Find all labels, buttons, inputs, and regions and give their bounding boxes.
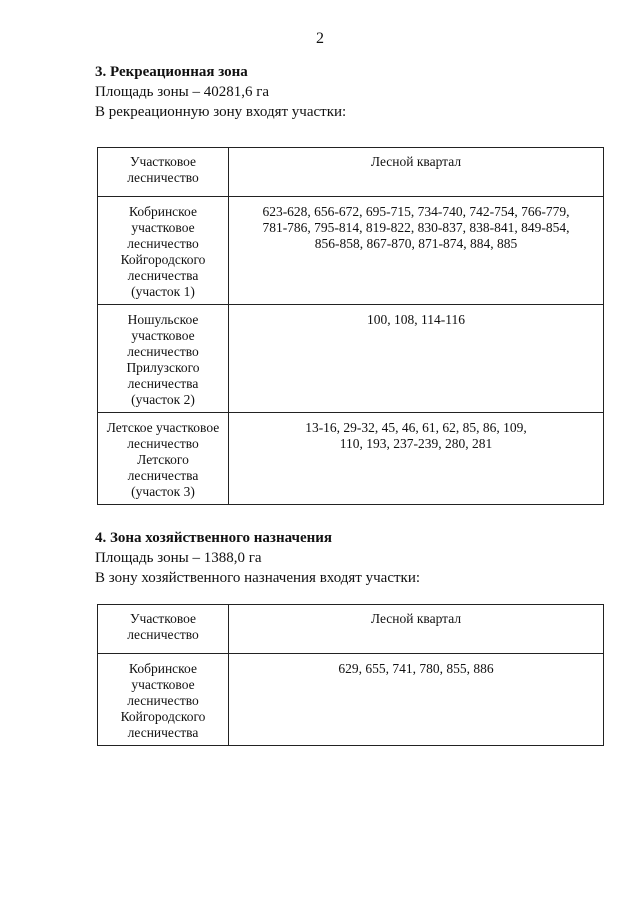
header-forestry: [98, 605, 229, 654]
forestry-line: Койгородского: [120, 252, 206, 267]
quarter-cell: [229, 197, 604, 305]
table-row: [98, 305, 604, 413]
section-economic-zone: [95, 528, 605, 588]
quarter-line: 856-858, 867-870, 871-874, 884, 885: [314, 236, 518, 251]
zone-area: Площадь зоны – 1388,0 га: [95, 550, 262, 566]
forestry-line: (участок 3): [131, 484, 195, 499]
zone-area: Площадь зоны – 40281,6 га: [95, 84, 270, 100]
quarter-line: 623-628, 656-672, 695-715, 734-740, 742-754, 766-779,: [262, 204, 570, 219]
quarter-line: 781-786, 795-814, 819-822, 830-837, 838-841, 849-854,: [262, 220, 570, 235]
table-row: [98, 413, 604, 505]
forestry-cell: [98, 654, 229, 746]
forestry-line: лесничество: [127, 693, 199, 708]
forestry-cell: [98, 197, 229, 305]
section-intro: В зону хозяйственного назначения входят участки:: [95, 570, 421, 586]
forestry-line: участковое: [131, 220, 195, 235]
header-quarter: Лесной квартал: [229, 605, 604, 654]
quarter-line: 13-16, 29-32, 45, 46, 61, 62, 85, 86, 109,: [305, 420, 527, 435]
forestry-line: Ношульское: [127, 312, 199, 327]
table-row: [98, 197, 604, 305]
economic-zone-table: [97, 604, 604, 746]
section-intro: В рекреационную зону входят участки:: [95, 104, 347, 120]
forestry-line: лесничество: [127, 344, 199, 359]
table-header-row: [98, 148, 604, 197]
quarter-cell: [229, 305, 604, 413]
forestry-line: (участок 1): [131, 284, 195, 299]
forestry-line: (участок 2): [131, 392, 195, 407]
forestry-line: лесничества: [127, 376, 199, 391]
header-forestry: [98, 148, 229, 197]
quarter-line: 110, 193, 237-239, 280, 281: [339, 436, 493, 451]
forestry-line: участковое: [131, 677, 195, 692]
forestry-line: Летского: [137, 452, 189, 467]
header-forestry-line: Участковое: [129, 154, 197, 169]
forestry-line: лесничество: [127, 236, 199, 251]
table-header-row: [98, 605, 604, 654]
forestry-line: Кобринское: [129, 204, 197, 219]
forestry-cell: [98, 413, 229, 505]
forestry-line: Летское участковое: [106, 420, 220, 435]
forestry-cell: [98, 305, 229, 413]
header-forestry-line: лесничество: [127, 170, 199, 185]
header-forestry-line: Участковое: [129, 611, 197, 626]
forestry-line: Прилузского: [126, 360, 200, 375]
forestry-line: лесничества: [127, 725, 199, 740]
forestry-line: лесничества: [127, 468, 199, 483]
forestry-line: Кобринское: [129, 661, 197, 676]
section-title: 3. Рекреационная зона: [95, 64, 248, 80]
forestry-line: участковое: [131, 328, 195, 343]
header-forestry-line: лесничество: [127, 627, 199, 642]
page-number: 2: [316, 30, 324, 47]
forestry-line: Койгородского: [120, 709, 206, 724]
section-title: 4. Зона хозяйственного назначения: [95, 530, 333, 546]
quarter-line: 629, 655, 741, 780, 855, 886: [338, 661, 494, 676]
quarter-line: 100, 108, 114-116: [367, 312, 465, 327]
forestry-line: лесничество: [127, 436, 199, 451]
quarter-cell: [229, 413, 604, 505]
quarter-cell: [229, 654, 604, 746]
table-row: [98, 654, 604, 746]
recreational-zone-table: [97, 147, 604, 505]
forestry-line: лесничества: [127, 268, 199, 283]
header-quarter: Лесной квартал: [229, 148, 604, 197]
section-recreational-zone: [95, 62, 605, 122]
